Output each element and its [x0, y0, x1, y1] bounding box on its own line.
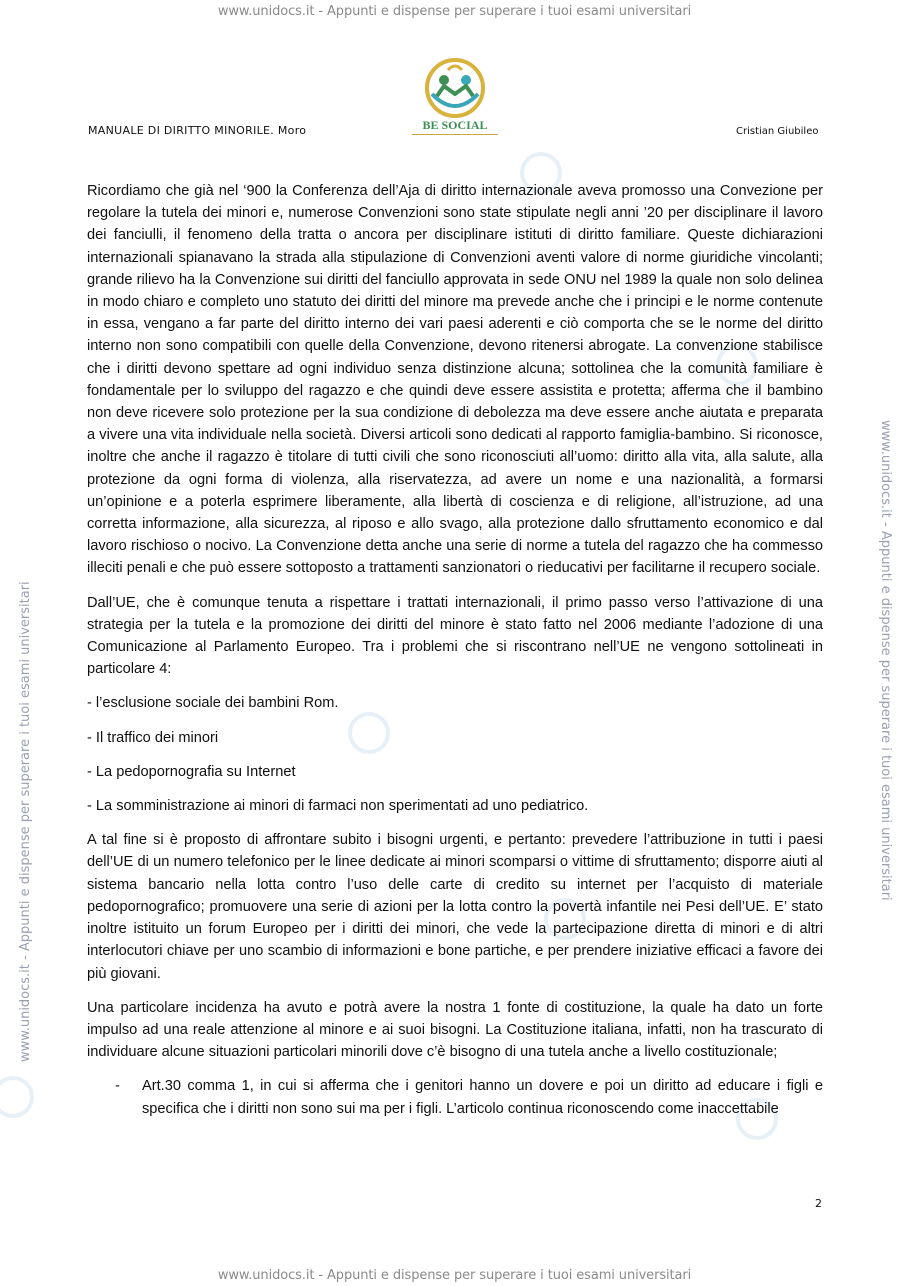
watermark-right: www.unidocs.it - Appunti e dispense per superare i tuoi esami universitari [878, 420, 893, 901]
page-content [87, 180, 823, 1120]
paragraph-1: Ricordiamo che già nel ‘900 la Conferenza dell’Aja di diritto internazionale aveva promosso una Convezione per regolare la tutela dei minori e, numerose Convenzioni sono state stipulate negli anni ’20 per disciplinare il lavoro dei fanciulli, il fenomeno della tratta o ancora per disciplinare istituti di diritto familiare. Queste dichiarazioni internazionali spianavano la strada alla stipulazione di Convenzioni aventi valore di norme giuridiche vincolanti; grande rilievo ha la Convenzione sui diritti del fanciullo approvata in sede ONU nel 1989 la quale non solo delinea in modo chiaro e completo uno statuto dei diritti del minore ma prevede anche che i principi e le norme contenute in essa, vengano a far parte del diritto interno dei vari paesi aderenti e ciò comporta che se le norme del diritto interno non sono compatibili con quelle della Convenzione, devono ritenersi abrogate. La convenzione stabilisce che i diritti devono spettare ad ogni individuo senza distinzione alcuna; sottolinea che la comunità familiare è fondamentale per lo sviluppo del ragazzo e che quindi deve essere assistita e protetta; afferma che il bambino non deve ricevere solo protezione per la sua condizione di debolezza ma deve essere anche aiutata e preparata a vivere una vita individuale nella società. Diversi articoli sono dedicati al rapporto famiglia-bambino. Si riconosce, inoltre che anche il ragazzo è titolare di tutti civili che sono riconosciuti all’uomo: diritto alla vita, alla salute, alla protezione da ogni forma di violenza, alla riservatezza, ad avere un nome e una nazionalità, a formarsi un’opinione e a poterla esprimere liberamente, alla libertà di coscienza e di religione, all’istruzione, ad una corretta informazione, alla sicurezza, al riposo e allo svago, alla protezione dallo sfruttamento economico e dal lavoro rischioso o nocivo. La Convenzione detta anche una serie di norme a tutela del ragazzo che ha commesso illeciti penali e che può essere sottoposto a trattamenti sanzionatori o rieducativi per facilitarne il recupero sociale. [87, 183, 823, 577]
document-title: MANUALE DI DIRITTO MINORILE. Moro [88, 124, 307, 137]
watermark-left: www.unidocs.it - Appunti e dispense per superare i tuoi esami universitari [18, 581, 33, 1062]
paragraph-3: A tal fine si è proposto di affrontare subito i bisogni urgenti, e pertanto: prevedere l’attribuzione in tutti i paesi dell’UE di un numero telefonico per le linee dedicate ai minori scomparsi o vittime di sfruttamento; disporre aiuti al sistema bancario nella lotta contro l’uso delle carte di credito su internet per l’acquisto di materiale pedopornografico; promuovere una serie di azioni per la lotta contro la povertà infantile nei Pesi dell’UE. E’ stato inoltre istituito un forum Europeo per i diritti dei minori, che vede la partecipazione diretta di minori e di altri interlocutori chiave per uno scambio di informazioni e bone partiche, e per prendere iniziative efficaci a favore dei più giovani. [87, 832, 823, 982]
bullet-mark: - [115, 1078, 120, 1095]
logo-underline [412, 134, 498, 135]
watermark-bottom: www.unidocs.it - Appunti e dispense per superare i tuoi esami universitari [217, 1268, 692, 1283]
list-item: - La somministrazione ai minori di farmaci non sperimentati ad uno pediatrico. [87, 798, 589, 815]
watermark-top: www.unidocs.it - Appunti e dispense per superare i tuoi esami universitari [217, 4, 692, 19]
document-author: Cristian Giubileo [736, 126, 819, 137]
page-number: 2 [815, 1197, 822, 1210]
list-item: - Il traffico dei minori [87, 729, 219, 746]
paragraph-4: Una particolare incidenza ha avuto e potrà avere la nostra 1 fonte di costituzione, la quale ha dato un forte impulso ad una reale attenzione al minore e ai suoi bisogni. La Costituzione italiana, infatti, non ha trascurato di individuare alcune situazioni particolari minorili dove c’è bisogno di una tutela anche a livello costituzionale; [87, 999, 823, 1061]
watermark-circle-icon [0, 1076, 34, 1118]
list-item: - l’esclusione sociale dei bambini Rom. [87, 695, 339, 712]
bullet-item [87, 1075, 823, 1119]
bullet-text: Art.30 comma 1, in cui si afferma che i genitori hanno un dovere e poi un diritto ad educare i figli e specifica che i diritti non sono sui ma per i figli. L’articolo continua riconoscendo come inaccettabile [142, 1078, 823, 1117]
paragraph-2: Dall’UE, che è comunque tenuta a rispettare i trattati internazionali, il primo passo verso l’attivazione di una strategia per la tutela e la promozione dei diritti del minore è stato fatto nel 2006 mediante l’adozione di una Comunicazione al Parlamento Europeo. Tra i problemi che si riscontrano nell’UE ne vengono sottolineati in particolare 4: [87, 594, 823, 678]
list-item: - La pedopornografia su Internet [87, 763, 296, 780]
logo-text: BE SOCIAL [422, 118, 488, 132]
